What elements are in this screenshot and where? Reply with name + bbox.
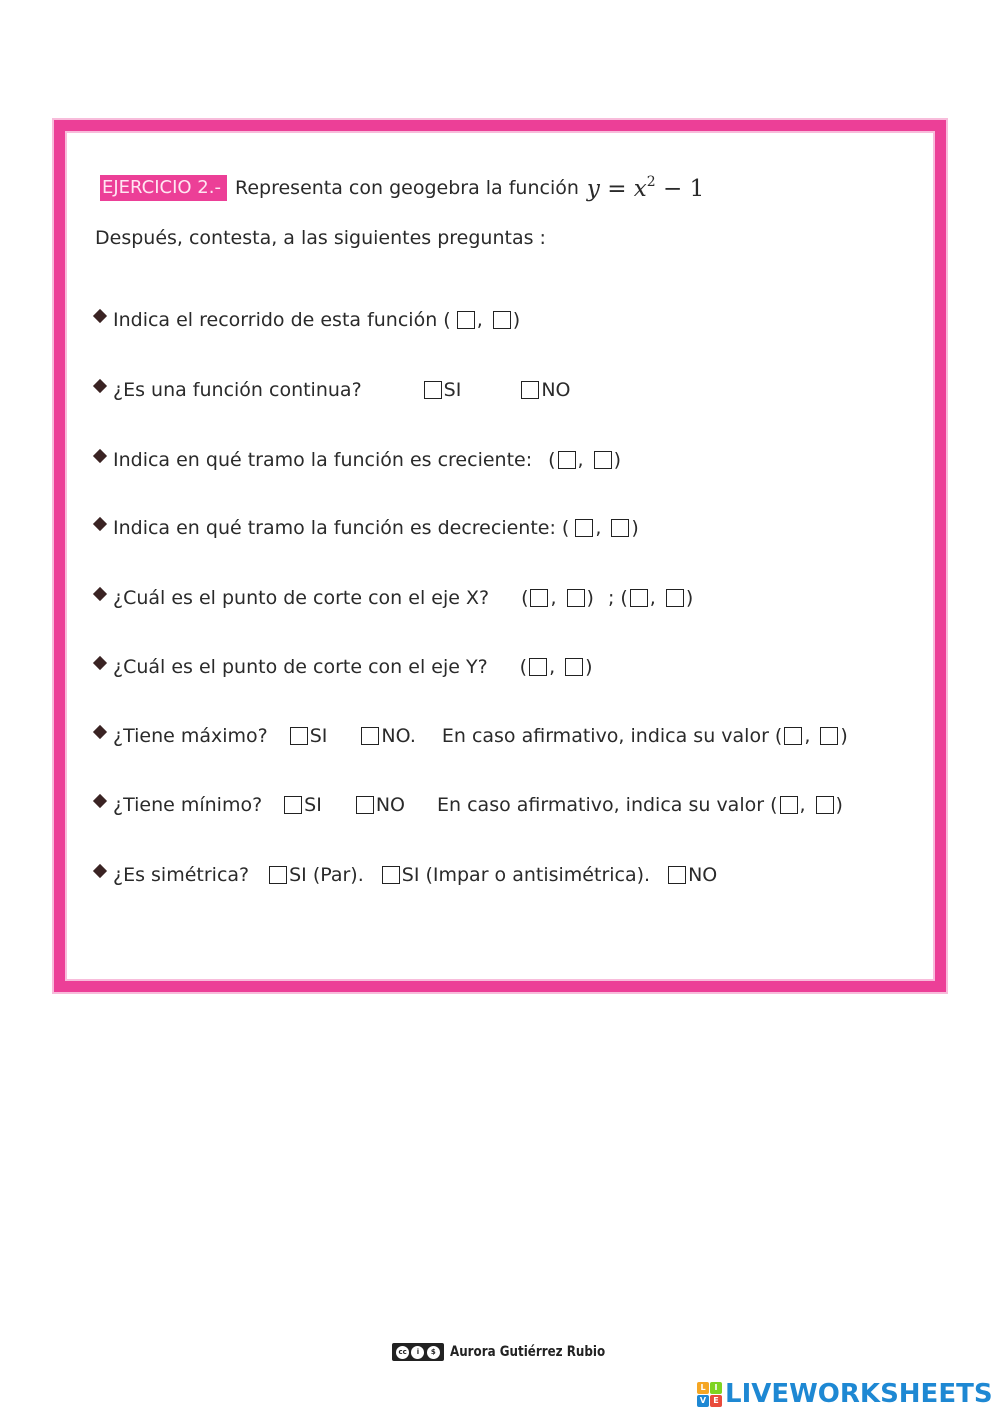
- close-paren: ): [685, 587, 694, 609]
- value-prompt: En caso afirmativo, indica su valor (: [437, 794, 778, 816]
- option-odd: SI (Impar o antisimétrica).: [401, 864, 651, 886]
- formula-x: x: [633, 176, 647, 202]
- separator: ,: [595, 517, 602, 539]
- option-no: NO: [541, 379, 571, 401]
- close-paren: ): [586, 587, 594, 609]
- separator: ,: [577, 449, 584, 471]
- answer-box[interactable]: [530, 589, 548, 607]
- bullet-icon: [93, 379, 107, 393]
- question-increasing: [95, 446, 621, 474]
- option-si: SI: [443, 379, 462, 401]
- question-minimum: [95, 791, 843, 819]
- open-paren: (: [519, 656, 528, 678]
- question-range: [95, 306, 520, 334]
- question-maximum: [95, 722, 848, 750]
- formula-y: y: [586, 176, 600, 202]
- question-text: Indica en qué tramo la función es decreciente: (: [113, 517, 570, 539]
- exercise-label: EJERCICIO 2.-: [100, 175, 227, 201]
- open-paren: (: [548, 449, 556, 471]
- open-paren: (: [521, 587, 529, 609]
- answer-box[interactable]: [457, 311, 475, 329]
- question-symmetry: [95, 861, 717, 889]
- intro-text: Después, contesta, a las siguientes preguntas :: [95, 227, 546, 249]
- value-prompt: En caso afirmativo, indica su valor (: [441, 725, 783, 747]
- question-continuous: [95, 376, 571, 404]
- answer-box[interactable]: [493, 311, 511, 329]
- close-paren: ): [835, 794, 843, 816]
- checkbox-even[interactable]: [269, 866, 287, 884]
- option-si: SI: [304, 794, 322, 816]
- question-text: Indica en qué tramo la función es creciente:: [113, 449, 533, 471]
- answer-box[interactable]: [558, 451, 576, 469]
- option-no: NO.: [381, 725, 416, 747]
- question-text: ¿Tiene mínimo?: [113, 794, 263, 816]
- question-text: ¿Cuál es el punto de corte con el eje X?: [113, 587, 490, 609]
- option-si: SI: [309, 725, 328, 747]
- checkbox-si[interactable]: [284, 796, 302, 814]
- bullet-icon: [93, 587, 107, 601]
- liveworksheets-logo-icon: L I V E: [697, 1382, 722, 1407]
- close-paren: ): [631, 517, 639, 539]
- close-paren: ): [840, 725, 848, 747]
- answer-box[interactable]: [529, 658, 547, 676]
- separator: ,: [649, 587, 656, 609]
- answer-box[interactable]: [784, 727, 802, 745]
- checkbox-no[interactable]: [361, 727, 379, 745]
- question-text: ¿Es una función continua?: [113, 379, 362, 401]
- answer-box[interactable]: [820, 727, 838, 745]
- exercise-instruction: Representa con geogebra la función: [234, 177, 579, 199]
- question-text: ¿Cuál es el punto de corte con el eje Y?: [113, 656, 488, 678]
- exercise-title: [100, 172, 704, 204]
- question-y-intercept: [95, 653, 593, 681]
- bullet-icon: [93, 725, 107, 739]
- answer-box[interactable]: [780, 796, 798, 814]
- function-formula: [587, 174, 704, 202]
- question-x-intercept: [95, 584, 693, 612]
- checkbox-si[interactable]: [290, 727, 308, 745]
- bullet-icon: [93, 309, 107, 323]
- answer-box[interactable]: [575, 519, 593, 537]
- option-no: NO: [375, 794, 406, 816]
- answer-box[interactable]: [630, 589, 648, 607]
- checkbox-no[interactable]: [668, 866, 686, 884]
- bullet-icon: [93, 449, 107, 463]
- answer-box[interactable]: [816, 796, 834, 814]
- formula-rest: − 1: [663, 176, 705, 202]
- separator: ,: [550, 587, 557, 609]
- separator: ,: [476, 309, 483, 331]
- checkbox-no[interactable]: [521, 381, 539, 399]
- answer-box[interactable]: [567, 589, 585, 607]
- semicolon: ;: [607, 587, 615, 609]
- option-even: SI (Par).: [289, 864, 364, 886]
- close-paren: ): [585, 656, 593, 678]
- author-footer: [392, 1343, 633, 1361]
- question-text: ¿Tiene máximo?: [113, 725, 268, 747]
- bullet-icon: [93, 656, 107, 670]
- answer-box[interactable]: [594, 451, 612, 469]
- formula-eq: =: [607, 176, 627, 202]
- question-text: ¿Es simétrica?: [113, 864, 250, 886]
- question-decreasing: [95, 514, 639, 542]
- option-no: NO: [688, 864, 718, 886]
- formula-exponent: 2: [646, 174, 656, 190]
- separator: ,: [799, 794, 806, 816]
- checkbox-si[interactable]: [424, 381, 442, 399]
- question-text: Indica el recorrido de esta función (: [113, 309, 451, 331]
- cc-by-nc-icon: cc i $: [392, 1343, 444, 1361]
- answer-box[interactable]: [666, 589, 684, 607]
- answer-box[interactable]: [611, 519, 629, 537]
- bullet-icon: [93, 794, 107, 808]
- close-paren: ): [512, 309, 521, 331]
- author-name: Aurora Gutiérrez Rubio: [450, 1344, 606, 1360]
- close-paren: ): [613, 449, 622, 471]
- checkbox-odd[interactable]: [382, 866, 400, 884]
- liveworksheets-brand: [697, 1379, 993, 1409]
- open-paren: (: [620, 587, 628, 609]
- brand-name: LIVEWORKSHEETS: [725, 1379, 993, 1409]
- bullet-icon: [93, 517, 107, 531]
- bullet-icon: [93, 864, 107, 878]
- checkbox-no[interactable]: [356, 796, 374, 814]
- separator: ,: [804, 725, 811, 747]
- separator: ,: [549, 656, 556, 678]
- answer-box[interactable]: [565, 658, 583, 676]
